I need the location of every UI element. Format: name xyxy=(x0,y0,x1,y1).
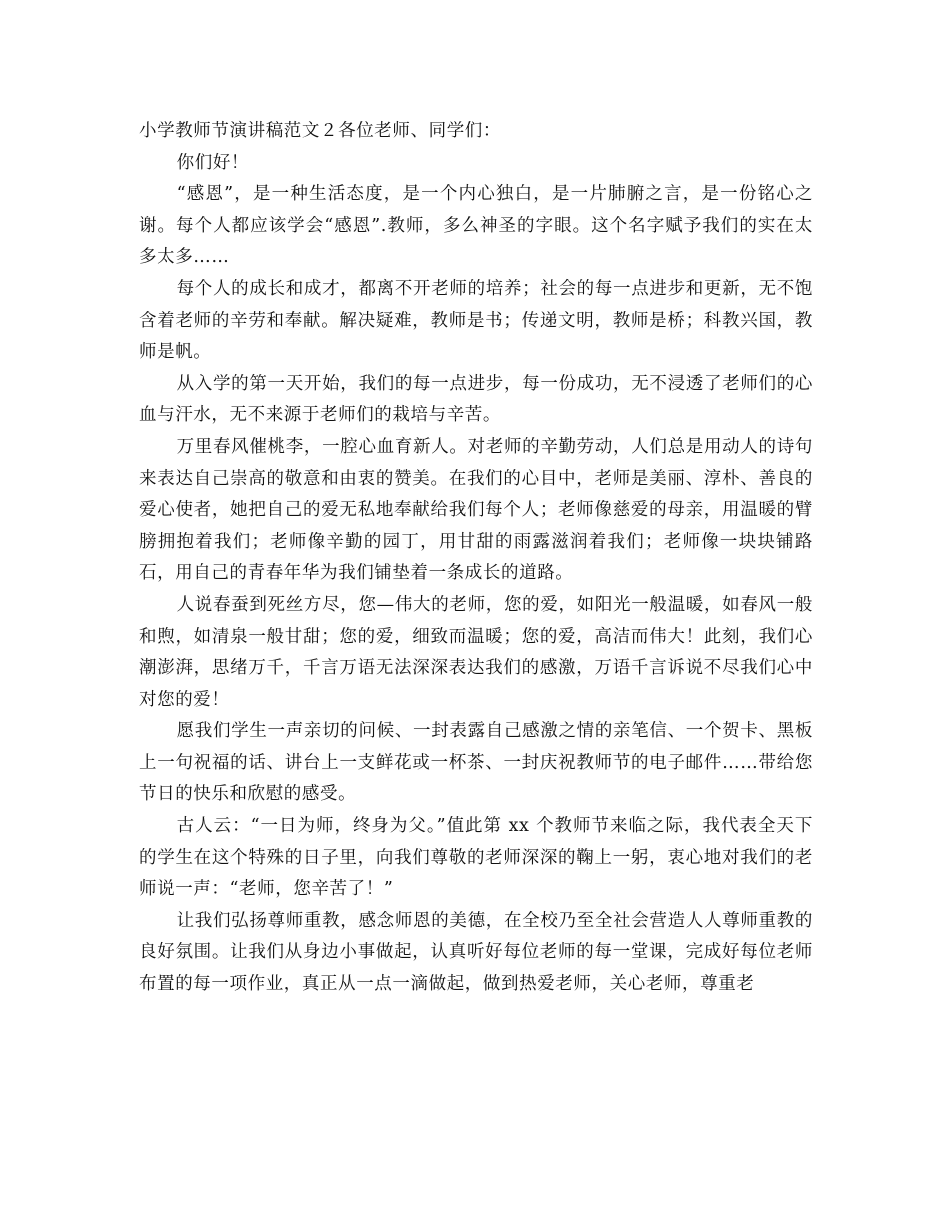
heading-line: 小学教师节演讲稿范文２各位老师、同学们： xyxy=(139,121,501,141)
paragraph-first-day: 从入学的第一天开始，我们的每一点进步，每一份成功，无不浸透了老师们的心血与汗水，无不来源于老师们的栽培与辛苦。 xyxy=(139,373,813,426)
paragraph-spring-wind: 万里春风催桃李，一腔心血育新人。对老师的辛勤劳动，人们总是用动人的诗句来表达自己崇高的敬意和由衷的赞美。在我们的心目中，老师是美丽、淳朴、善良的爱心使者，她把自己的爱无私地奉献给我们每个人；老师像慈爱的母亲，用温暖的臂膀拥抱着我们；老师像辛勤的园丁，用甘甜的雨露滋润着我们；老师像一块块铺路石，用自己的青春年华为我们铺垫着一条成长的道路。 xyxy=(139,436,813,584)
paragraph-greeting: 你们好！ xyxy=(176,152,250,173)
paragraph-gratitude: “感恩”，是一种生活态度，是一个内心独白，是一片肺腑之言，是一份铭心之谢。每个人都应该学会“感恩”.教师，多么神圣的字眼。这个名字赋予我们的实在太多太多…… xyxy=(139,184,813,268)
paragraph-respect: 让我们弘扬尊师重教，感念师恩的美德，在全校乃至全社会营造人人尊师重教的良好氛围。让我们从身边小事做起，认真听好每位老师的每一堂课，完成好每位老师布置的每一项作业，真正从一点一滴做起，做到热爱老师，关心老师，尊重老 xyxy=(139,910,813,995)
document-body xyxy=(139,116,813,1001)
paragraph-growth: 每个人的成长和成才，都离不开老师的培养；社会的每一点进步和更新，无不饱含着老师的辛劳和奉献。解决疑难，教师是书；传递文明，教师是桥；科教兴国，教师是帆。 xyxy=(139,278,813,363)
paragraph-ancients: 古人云：“一日为师，终身为父。”值此第 xx 个教师节来临之际，我代表全天下的学生在这个特殊的日子里，向我们尊敬的老师深深的鞠上一躬，衷心地对我们的老师说一声：“老师，您辛苦了！” xyxy=(139,816,813,900)
paragraph-wishes: 愿我们学生一声亲切的问候、一封表露自己感激之情的亲笔信、一个贺卡、黑板上一句祝福的话、讲台上一支鲜花或一杯茶、一封庆祝教师节的电子邮件……带给您节日的快乐和欣慰的感受。 xyxy=(139,721,813,805)
paragraph-silkworm: 人说春蚕到死丝方尽，您—伟大的老师，您的爱，如阳光一般温暖，如春风一般和煦，如清泉一般甘甜；您的爱，细致而温暖；您的爱，高洁而伟大！此刻，我们心潮澎湃，思绪万千，千言万语无法深深表达我们的感激，万语千言诉说不尽我们心中对您的爱！ xyxy=(139,594,813,710)
